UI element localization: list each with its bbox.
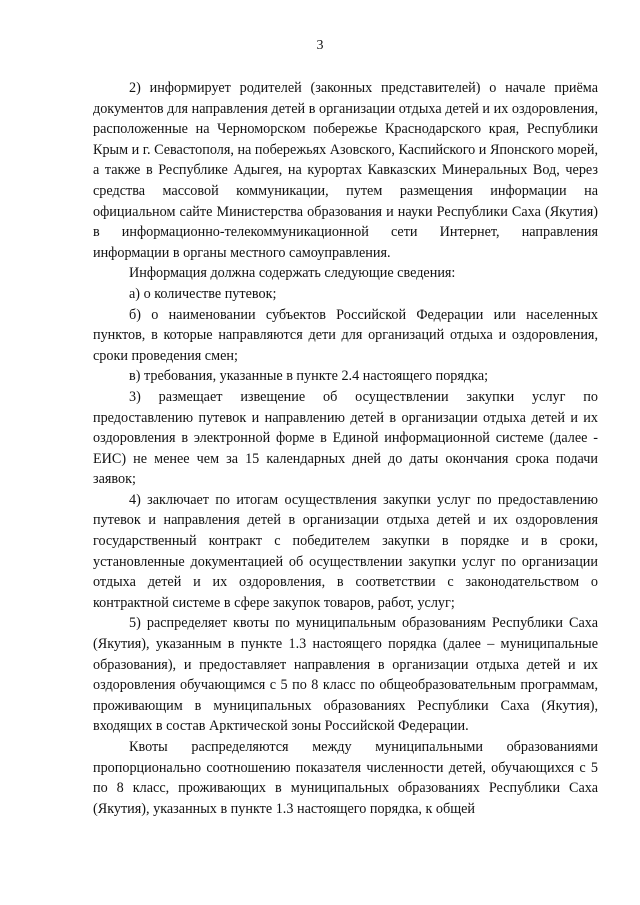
page-number: 3 — [316, 38, 324, 53]
paragraph-sub-b: б) о наименовании субъектов Российской Федерации или населенных пунктов, в которые направляются дети для организаций отдыха и оздоровления, сроки проведения смен; — [93, 306, 598, 364]
paragraph-sub-a: а) о количестве путевок; — [129, 285, 277, 302]
paragraph-item-4-contract: 4) заключает по итогам осуществления закупки услуг по предоставлению путевок и направления детей в организации отдыха детей и их оздоровления государственный контракт с победителем закупки в порядке и в сроки, установленные документацией об осуществлении закупки услуг по организации отдыха детей и их оздоровления, в соответствии с законодательством о контрактной системе в сфере закупок товаров, работ, услуг; — [93, 491, 598, 611]
document-body — [93, 78, 598, 819]
paragraph-info-requirements: Информация должна содержать следующие сведения: — [129, 265, 456, 282]
paragraph-item-3-procurement-notice: 3) размещает извещение об осуществлении закупки услуг по предоставлению путевок и направлению детей в организации отдыха детей и их оздоровления в электронной форме в Единой информационной системе (далее - ЕИС) не менее чем за 15 календарных дней до даты окончания срока подачи заявок; — [93, 388, 598, 488]
paragraph-item-2-inform-parents: 2) информирует родителей (законных представителей) о начале приёма документов для направления детей в организации отдыха детей и их оздоровления, расположенные на Черноморском побережье Краснодарского края, Республики Крым и г. Севастополя, на побережьях Азовского, Каспийского и Японского морей, а также в Республике Адыгея, на курортах Кавказских Минеральных Вод, через средства массовой коммуникации, путем размещения информации на официальном сайте Министерства образования и науки Республики Саха (Якутия) в информационно-телекоммуникационной сети Интернет, направления информации в органы местного самоуправления. — [93, 80, 598, 261]
paragraph-item-5-quotas: 5) распределяет квоты по муниципальным образованиям Республики Саха (Якутия), указанным в пункте 1.3 настоящего порядка (далее – муниципальные образования), и предоставляет направления в организации отдыха детей и их оздоровления обучающимся с 5 по 8 класс по общеобразовательным программам, проживающим в муниципальных образованиях Республики Саха (Якутия), входящих в состав Арктической зоны Российской Федерации. — [93, 615, 598, 735]
paragraph-quota-distribution: Квоты распределяются между муниципальными образованиями пропорционально соотношению показателя численности детей, обучающихся с 5 по 8 класс, проживающих в муниципальных образованиях Республики Саха (Якутия), указанных в пункте 1.3 настоящего порядка, к общей — [93, 739, 598, 817]
paragraph-sub-v: в) требования, указанные в пункте 2.4 настоящего порядка; — [129, 368, 489, 385]
